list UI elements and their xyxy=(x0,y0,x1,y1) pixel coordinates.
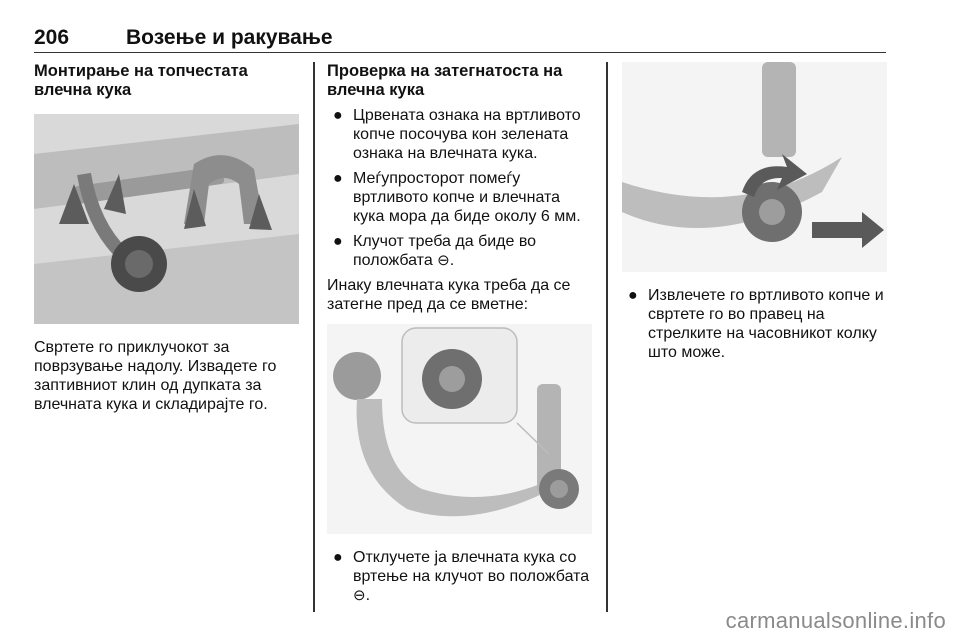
mounting-instruction: Свртете го приклучокот за поврзување надолу. Извадете го заптивниот клин од дупката за влечната кука и складирајте го. xyxy=(34,339,277,413)
key-position-icon: ⊖ xyxy=(437,252,450,269)
column-knob-pull xyxy=(622,62,887,362)
page-number: 206 xyxy=(34,26,70,49)
tension-heading: Проверка на затегнатоста на влечна кука xyxy=(327,62,563,99)
column-tension-check xyxy=(327,62,592,605)
mounting-heading: Монтирање на топчестата влечна кука xyxy=(34,62,248,99)
tension-bullets xyxy=(327,106,592,270)
watermark: carmanualsonline.info xyxy=(725,608,946,633)
key-position-icon: ⊖ xyxy=(353,587,366,604)
list-item: ● Меѓупросторот помеѓу вртливото копче и влечната кука мора да биде околу 6 мм. xyxy=(333,170,581,225)
list-item: ● Извлечете го вртливото копче и свртете го во правец на стрелките на часовникот колку што може. xyxy=(628,287,884,361)
column-mounting xyxy=(34,62,299,414)
list-item: ● Отклучете ја влечната кука со вртење на клучот во положбата ⊖. xyxy=(333,549,590,604)
page-header xyxy=(34,22,886,53)
column-divider xyxy=(606,62,608,612)
pull-bullets xyxy=(622,286,887,362)
tow-bar-mounting-figure xyxy=(34,114,299,324)
tow-bar-knob-pull-figure xyxy=(622,62,887,272)
tension-instruction: Инаку влечната кука треба да се затегне пред да се вметне: xyxy=(327,277,571,313)
tow-ball-knob-figure xyxy=(327,324,592,534)
list-item: ● Црвената ознака на вртливото копче посочува кон зелената ознака на влечната кука. xyxy=(333,107,581,162)
unlock-bullets xyxy=(327,548,592,605)
column-divider xyxy=(313,62,315,612)
list-item: ● Клучот треба да биде во положбата ⊖. xyxy=(333,233,537,269)
section-title: Возење и ракување xyxy=(126,26,333,49)
